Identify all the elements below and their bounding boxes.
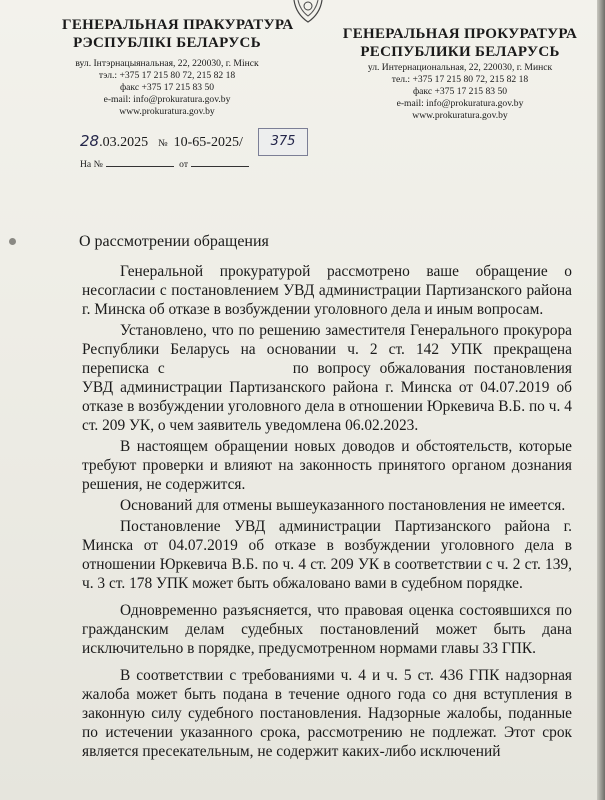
paragraph-text: по вопросу обжалования постановления УВД администрации Партизанского района г. Минска от 04.07.2019 об отказе в возбуждении уголовного дела в отношении Юркевича В.Б. по ч. 4 ст. 209 УК, о чем заявитель уведомлена 06.02.2023. (82, 360, 573, 434)
paragraph: Оснований для отмены вышеуказанного постановления не имеется. (120, 497, 566, 514)
registration-stamp (258, 128, 308, 156)
header-contacts-russian (344, 62, 576, 122)
paragraph: В настоящем обращении новых доводов и обстоятельств, которые требуют проверки и влияют на законность принятого органом дознания решения, не содержится. (82, 438, 572, 493)
header-title-belarusian (62, 16, 294, 52)
reference-number-label: На № (80, 159, 103, 170)
letter-subject: О рассмотрении обращения (79, 233, 269, 250)
letter-body (82, 262, 572, 769)
address: вул. Інтэрнацыянальная, 22, 220030, г. Мінск (75, 58, 259, 69)
header-title-russian (335, 25, 585, 61)
reference-line (80, 159, 252, 170)
email: e-mail: info@prokuratura.gov.by (103, 94, 231, 105)
state-emblem-icon (288, 0, 328, 26)
number-sign: № (158, 138, 168, 149)
paragraph (82, 321, 572, 435)
fax: факс +375 17 215 83 50 (119, 82, 215, 93)
punch-hole (9, 238, 16, 245)
reference-number-blank (106, 166, 174, 167)
paragraph: Генеральной прокуратурой рассмотрено ваше обращение о несогласии с постановлением УВД администрации Партизанского района г. Минска об отказе в возбуждении уголовного дела и иным вопросам. (82, 263, 572, 318)
fax: факс +375 17 215 83 50 (412, 86, 508, 97)
header-title-line: РЕСПУБЛИКИ БЕЛАРУСЬ (360, 44, 560, 60)
reference-date-blank (191, 166, 249, 167)
date-month-year: .03.2025 (99, 135, 149, 150)
paragraph: Постановление УВД администрации Партизанского района г. Минска от 04.07.2019 об отказе в возбуждении уголовного дела в отношении Юркевича В.Б. по ч. 4 ст. 209 УК в соответствии с ч. 2 ст. 139, ч. 3 ст. 178 УПК может быть обжаловано вами в судебном порядке. (82, 518, 572, 592)
address: ул. Интернациональная, 22, 220030, г. Минск (367, 62, 553, 73)
header-title-line: РЭСПУБЛІКІ БЕЛАРУСЬ (73, 35, 261, 51)
paragraph-text: Установлено, что по решению заместителя Генерального прокурора Республики Беларусь на основании ч. 2 ст. 142 УПК прекращена переписка с (82, 322, 572, 377)
handwritten-number-suffix: 375 (270, 134, 296, 149)
website: www.prokuratura.gov.by (119, 106, 215, 117)
reference-date-label: от (179, 159, 189, 170)
phone: тел.: +375 17 215 80 72, 215 82 18 (391, 74, 529, 85)
website: www.prokuratura.gov.by (412, 110, 508, 121)
paragraph: Одновременно разъясняется, что правовая оценка состоявшихся по гражданским делам судебных постановлений может быть дана исключительно в порядке, предусмотренном нормами главы 33 ГПК. (82, 602, 572, 657)
registration-line (80, 132, 243, 151)
email: e-mail: info@prokuratura.gov.by (396, 98, 524, 109)
header-title-line: ГЕНЕРАЛЬНАЯ ПРОКУРАТУРА (342, 26, 578, 42)
phone: тэл.: +375 17 215 80 72, 215 82 18 (98, 70, 236, 81)
handwritten-day: 28 (80, 132, 100, 150)
outgoing-number: 10-65-2025/ (173, 135, 243, 150)
header-contacts-belarusian (60, 58, 274, 118)
header-title-line: ГЕНЕРАЛЬНАЯ ПРАКУРАТУРА (62, 17, 294, 33)
paragraph: В соответствии с требованиями ч. 4 и ч. 5 ст. 436 ГПК надзорная жалоба может быть подана в течение одного года со дня вступления в законную силу судебного постановления. Надзорные жалобы, поданные по истечении указанного срока, рассмотрению не подлежат. Этот срок является пресекательным, не содержит каких-либо исключений (82, 667, 572, 760)
page-edge-shadow (597, 0, 605, 800)
